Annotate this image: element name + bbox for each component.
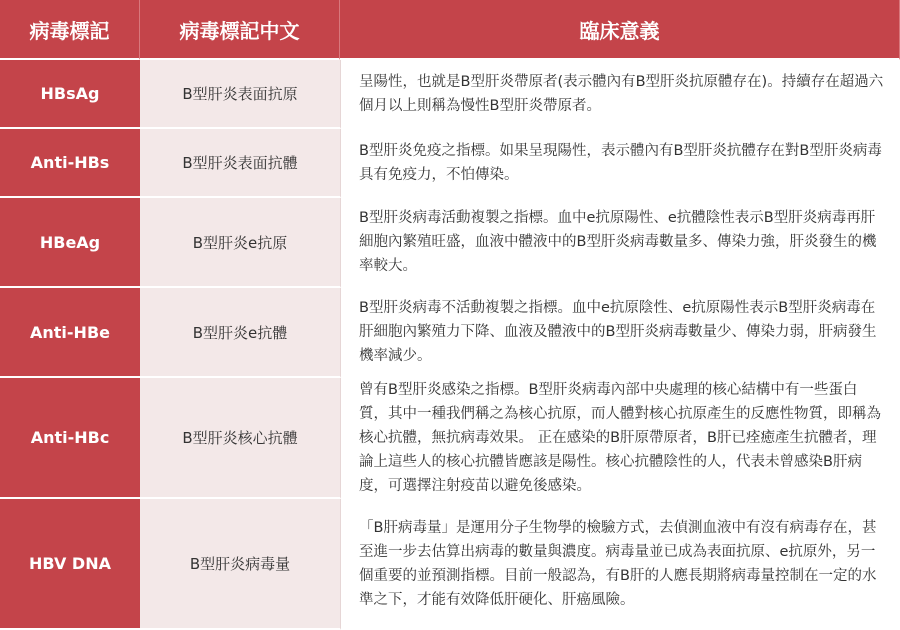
- row-hbsag-meaning: [340, 60, 900, 129]
- row-hbv-dna-meaning-text: 「B肝病毒量」是運用分子生物學的檢驗方式，去偵測血液中有沒有病毒存在，甚至進一步去估算出病毒的數量與濃度。病毒量並已成為表面抗原、e抗原外，另一個重要的並預測指標。目前一般認為，有B肝的人應長期將病毒量控制在一定的水準之下，才能有效降低肝硬化、肝癌風險。: [359, 519, 877, 608]
- row-hbsag-marker-zh: B型肝炎表面抗原: [140, 60, 340, 129]
- row-hbeag-marker-zh: B型肝炎e抗原: [140, 198, 340, 288]
- row-anti-hbs-meaning-text: B型肝炎免疫之指標。如果呈現陽性，表示體內有B型肝炎抗體存在對B型肝炎病毒具有免疫力，不怕傳染。: [359, 142, 882, 183]
- header-marker-zh: 病毒標記中文: [140, 0, 340, 60]
- row-hbeag-marker: HBeAg: [0, 198, 140, 288]
- header-marker: 病毒標記: [0, 0, 140, 60]
- row-hbeag-meaning: [340, 198, 900, 288]
- row-anti-hbe-marker-zh: B型肝炎e抗體: [140, 288, 340, 378]
- row-hbeag-meaning-text: B型肝炎病毒活動複製之指標。血中e抗原陽性、e抗體陰性表示B型肝炎病毒再肝細胞內繁殖旺盛，血液中體液中的B型肝炎病毒數量多、傳染力強，肝炎發生的機率較大。: [359, 210, 877, 274]
- row-hbv-dna-marker-zh: B型肝炎病毒量: [140, 499, 340, 630]
- row-anti-hbs-marker: Anti-HBs: [0, 129, 140, 198]
- row-anti-hbc-meaning: [340, 378, 900, 499]
- row-anti-hbs-meaning: [340, 129, 900, 198]
- row-hbsag-marker: HBsAg: [0, 60, 140, 129]
- row-hbv-dna-meaning: [340, 499, 900, 630]
- row-anti-hbe-meaning: [340, 288, 900, 378]
- row-anti-hbs-marker-zh: B型肝炎表面抗體: [140, 129, 340, 198]
- row-anti-hbc-meaning-text: 曾有B型肝炎感染之指標。B型肝炎病毒內部中央處理的核心結構中有一些蛋白質，其中一種我們稱之為核心抗原，而人體對核心抗原產生的反應性物質，即稱為核心抗體，無抗病毒效果。 正在感染的B肝原帶原者，B肝已痊癒產生抗體者，理論上這些人的核心抗體皆應該是陽性。核心抗體陰性的人，代表未曾感染B肝病度，可選擇注射疫苗以避免後感染。: [359, 381, 881, 494]
- row-hbv-dna-marker: HBV DNA: [0, 499, 140, 630]
- row-anti-hbe-meaning-text: B型肝炎病毒不活動複製之指標。血中e抗原陰性、e抗原陽性表示B型肝炎病毒在肝細胞內繁殖力下降、血液及體液中的B型肝炎病毒數量少、傳染力弱，肝病發生機率減少。: [359, 300, 877, 364]
- row-anti-hbc-marker: Anti-HBc: [0, 378, 140, 499]
- row-hbsag-meaning-text: 呈陽性，也就是B型肝炎帶原者(表示體內有B型肝炎抗原體存在)。持續存在超過六個月以上則稱為慢性B型肝炎帶原者。: [359, 73, 884, 114]
- row-anti-hbe-marker: Anti-HBe: [0, 288, 140, 378]
- row-anti-hbc-marker-zh: B型肝炎核心抗體: [140, 378, 340, 499]
- header-meaning: 臨床意義: [340, 0, 900, 60]
